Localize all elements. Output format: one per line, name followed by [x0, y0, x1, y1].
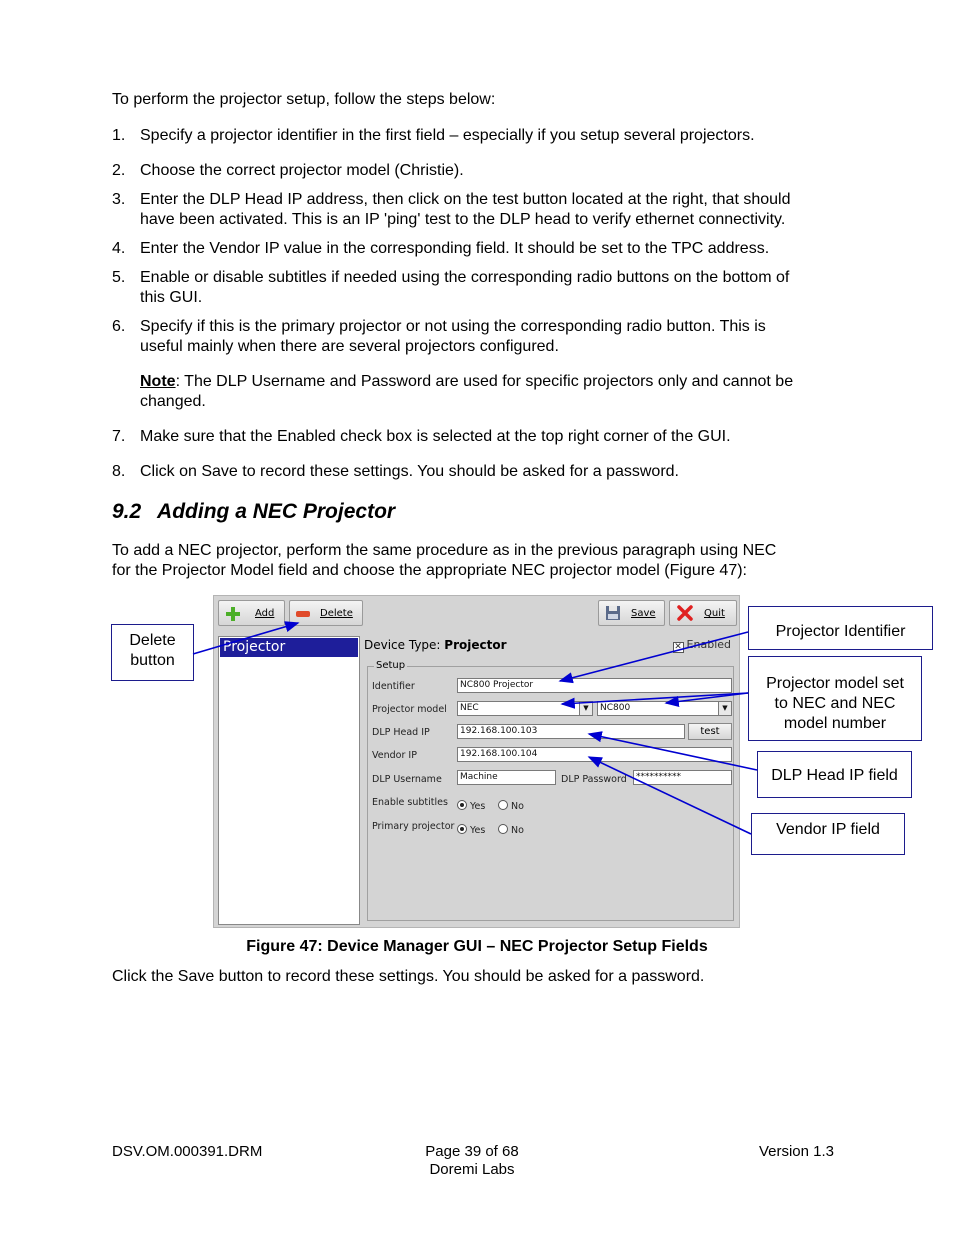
radio-label: Yes: [470, 801, 486, 812]
device-type-value: Projector: [444, 638, 507, 652]
intro-text: To perform the projector setup, follow the steps below:: [112, 91, 496, 108]
step-text: Enter the Vendor IP value in the corresponding field. It should be set to the TPC address.: [140, 240, 770, 257]
section-paragraph: To add a NEC projector, perform the same procedure as in the previous paragraph using NEC: [112, 542, 777, 559]
dlp-password-input[interactable]: **********: [633, 770, 732, 785]
projector-number-value: NC800: [600, 703, 631, 713]
callout-line: button: [130, 652, 175, 669]
arrow-model-brand: [562, 693, 748, 704]
note-label: Note: [140, 373, 176, 390]
radio-label: No: [511, 801, 524, 812]
enable-subtitles-label: Enable subtitles: [372, 797, 448, 808]
arrow-model-number: [666, 693, 748, 703]
section-paragraph: for the Projector Model field and choose the appropriate NEC projector model (Figure 47):: [112, 562, 747, 579]
dlp-head-ip-label: DLP Head IP: [372, 727, 430, 738]
step-text: useful mainly when there are several projectors configured.: [140, 338, 559, 355]
callout-line: model number: [783, 715, 887, 732]
closing-text: Click the Save button to record these settings. You should be asked for a password.: [112, 968, 705, 985]
callout-line: Projector model set: [766, 675, 904, 692]
callout-line: Delete: [129, 632, 176, 649]
section-number: 9.2: [112, 500, 142, 523]
figure-caption: Figure 47: Device Manager GUI – NEC Projector Setup Fields: [246, 938, 708, 955]
identifier-label: Identifier: [372, 681, 415, 692]
add-label: Add: [255, 608, 275, 619]
callout-dlp-head-ip: DLP Head IP field: [757, 751, 912, 798]
section-title: Adding a NEC Projector: [157, 500, 396, 523]
step-text: Choose the correct projector model (Christie).: [140, 162, 464, 179]
footer-version: Version 1.3: [758, 1143, 834, 1160]
vendor-ip-input[interactable]: 192.168.100.104: [457, 747, 732, 762]
enabled-label: Enabled: [686, 638, 731, 651]
step-text: Specify if this is the primary projector or not using the corresponding radio button. This is: [140, 318, 766, 335]
note-text: : The DLP Username and Password are used for specific projectors only and cannot be: [175, 373, 794, 390]
setup-legend: Setup: [376, 660, 406, 671]
step-text: Enable or disable subtitles if needed using the corresponding radio buttons on the bottom of: [140, 269, 790, 286]
step-number: 7.: [112, 428, 126, 445]
device-list-item[interactable]: Projector: [220, 638, 358, 657]
step-text: Specify a projector identifier in the first field – especially if you setup several projectors.: [140, 127, 755, 144]
footer-company: Doremi Labs: [429, 1161, 515, 1178]
step-text: have been activated. This is an IP 'ping' test to the DLP head to verify ethernet connectivity.: [140, 211, 786, 228]
step-number: 2.: [112, 162, 126, 179]
step-number: 1.: [112, 127, 126, 144]
delete-label: Delete: [320, 608, 353, 619]
primary-projector-label: Primary projector: [372, 821, 455, 832]
step-number: 4.: [112, 240, 126, 257]
radio-label: Yes: [470, 825, 486, 836]
test-button[interactable]: test: [688, 723, 732, 740]
dlp-username-input[interactable]: Machine: [457, 770, 556, 785]
step-number: 3.: [112, 191, 126, 208]
footer-doc-id: DSV.OM.000391.DRM: [112, 1143, 263, 1160]
step-text: this GUI.: [140, 289, 203, 306]
step-text: Make sure that the Enabled check box is selected at the top right corner of the GUI.: [140, 428, 731, 445]
arrow-identifier: [560, 632, 748, 681]
arrow-vendor-ip: [589, 757, 751, 834]
step-text: Click on Save to record these settings. You should be asked for a password.: [140, 463, 679, 480]
device-type-label: Device Type:: [364, 638, 441, 652]
step-text: Enter the DLP Head IP address, then click on the test button located at the right, that should: [140, 191, 791, 208]
dlp-head-ip-input[interactable]: 192.168.100.103: [457, 724, 685, 739]
note-text-cont: changed.: [140, 393, 206, 410]
arrow-delete: [193, 623, 298, 654]
dlp-username-label: DLP Username: [372, 774, 442, 785]
step-number: 6.: [112, 318, 126, 335]
radio-label: No: [511, 825, 524, 836]
save-label: Save: [631, 608, 656, 619]
step-number: 8.: [112, 463, 126, 480]
arrow-dlp-head-ip: [589, 734, 757, 770]
projector-brand-value: NEC: [460, 703, 479, 713]
projector-model-label: Projector model: [372, 704, 447, 715]
quit-label: Quit: [704, 608, 725, 619]
chevron-down-icon: ▼: [579, 702, 592, 715]
step-number: 5.: [112, 269, 126, 286]
callout-line: to NEC and NEC: [774, 695, 896, 712]
callout-vendor-ip: Vendor IP field: [751, 813, 905, 855]
callout-projector-identifier: Projector Identifier: [748, 606, 933, 650]
identifier-input[interactable]: NC800 Projector: [457, 678, 732, 693]
vendor-ip-label: Vendor IP: [372, 750, 417, 761]
dlp-password-label: DLP Password: [561, 774, 627, 785]
checkbox-checked-icon: ✕: [674, 642, 682, 652]
chevron-down-icon: ▼: [718, 702, 731, 715]
footer-page: Page 39 of 68: [425, 1143, 519, 1160]
